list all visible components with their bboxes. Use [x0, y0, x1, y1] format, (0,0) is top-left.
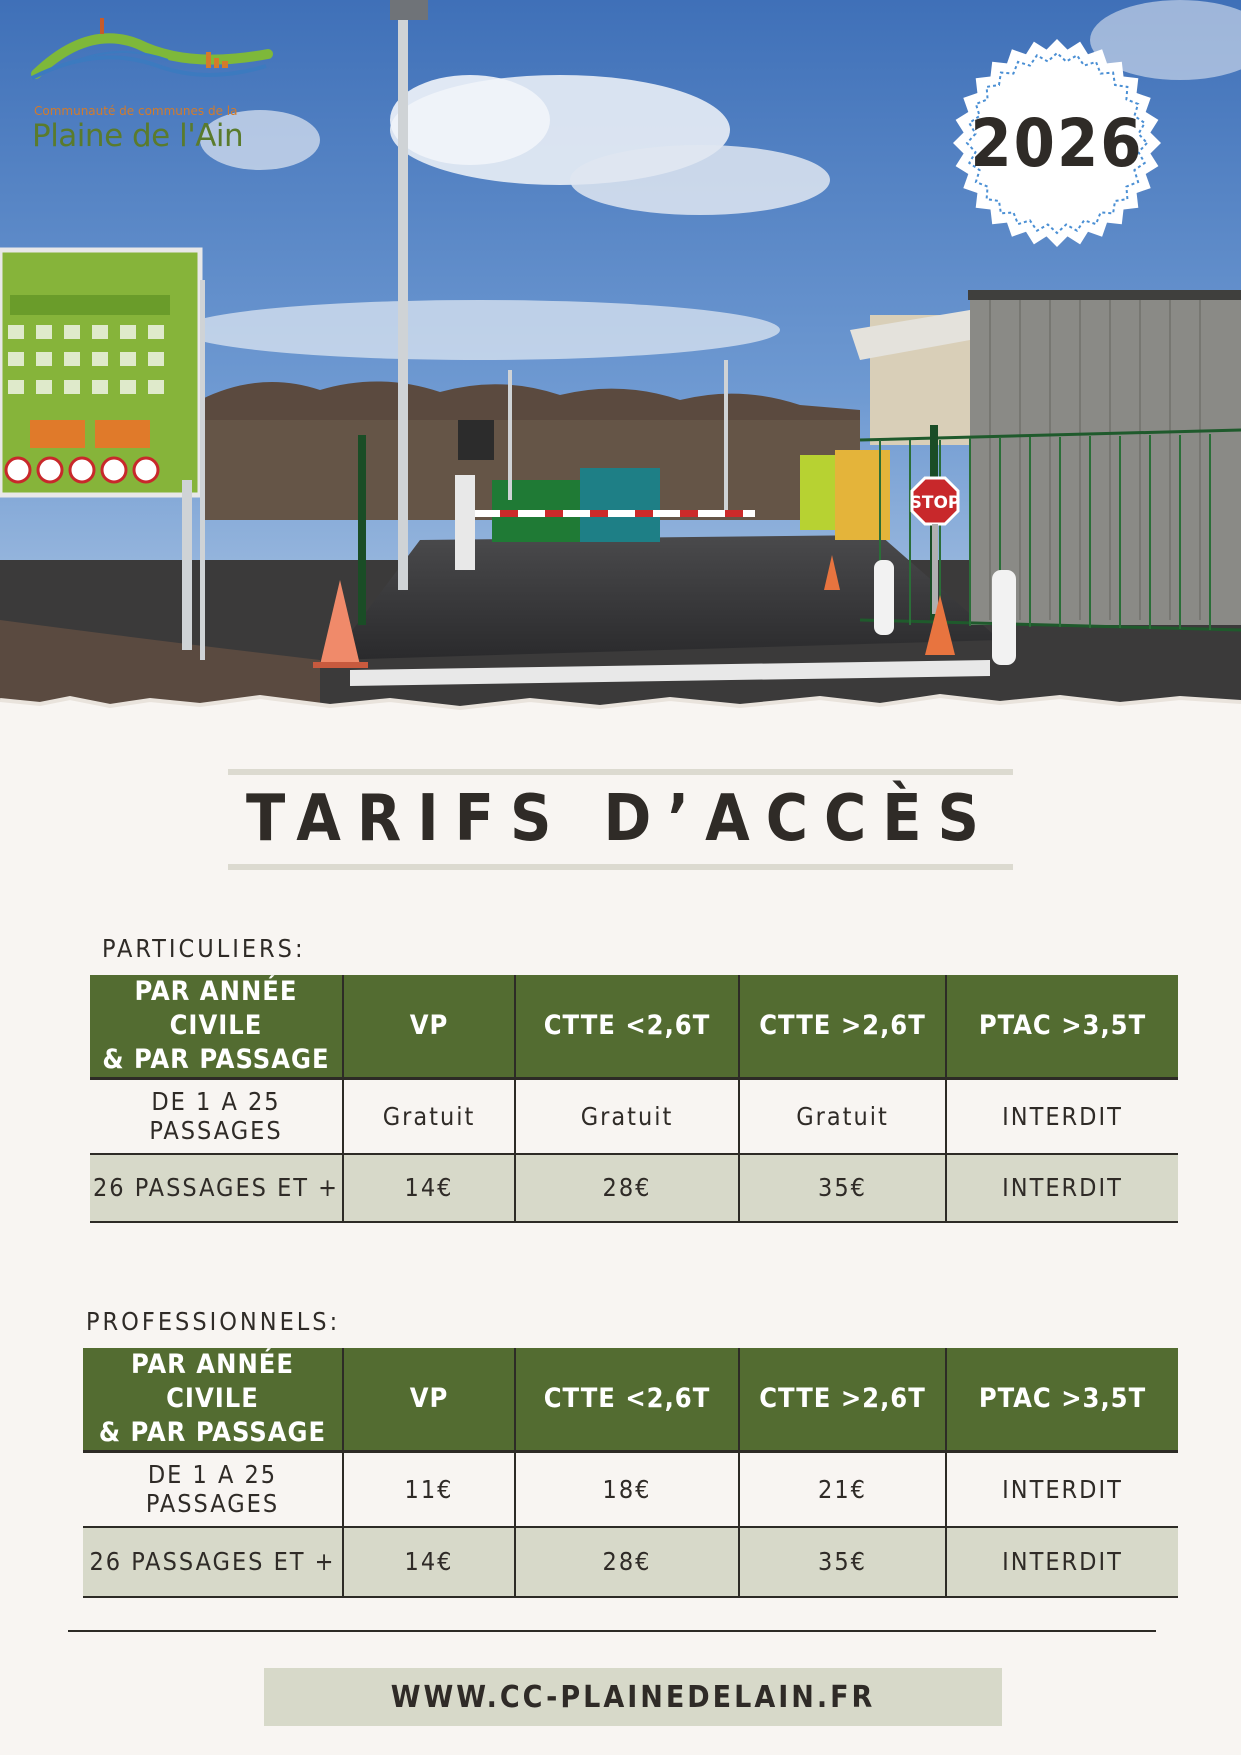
- row-label: 26 PASSAGES ET +: [90, 1154, 343, 1222]
- cell-ptac: INTERDIT: [946, 1154, 1178, 1222]
- year-badge: [950, 36, 1164, 250]
- row-label: DE 1 A 25 PASSAGES: [83, 1452, 343, 1527]
- row-label: DE 1 A 25 PASSAGES: [90, 1079, 343, 1154]
- row-label: 26 PASSAGES ET +: [83, 1527, 343, 1597]
- page-title: TARIFS D’ACCÈS: [245, 782, 996, 856]
- header-ptac: PTAC >3,5T: [946, 1348, 1178, 1452]
- title-rule-top: [228, 769, 1013, 775]
- cell-vp: Gratuit: [343, 1079, 515, 1154]
- header-vp: VP: [343, 975, 515, 1079]
- header-ctte-over: CTTE >2,6T: [739, 975, 946, 1079]
- section-label-professionnels: PROFESSIONNELS:: [86, 1307, 341, 1336]
- tarif-table-professionnels: [83, 1348, 1178, 1598]
- cell-ctte-over: 35€: [739, 1527, 946, 1597]
- cell-ctte-over: 21€: [739, 1452, 946, 1527]
- logo-hills-graphic: [28, 14, 278, 104]
- cell-ctte-under: Gratuit: [515, 1079, 739, 1154]
- header-ctte-over: CTTE >2,6T: [739, 1348, 946, 1452]
- header-ptac: PTAC >3,5T: [946, 975, 1178, 1079]
- cell-vp: 11€: [343, 1452, 515, 1527]
- header-period-line2: & PAR PASSAGE: [98, 1417, 327, 1448]
- title-rule-bottom: [228, 864, 1013, 870]
- cell-ptac: INTERDIT: [946, 1079, 1178, 1154]
- header-period: [90, 975, 343, 1079]
- footer-divider: [68, 1630, 1156, 1632]
- header-period-line1: PAR ANNÉE CIVILE: [131, 1349, 294, 1414]
- table-header-row: [90, 975, 1178, 1079]
- table-header-row: [83, 1348, 1178, 1452]
- cell-ctte-under: 18€: [515, 1452, 739, 1527]
- section-label-particuliers: PARTICULIERS:: [102, 934, 306, 963]
- logo: [28, 14, 278, 159]
- cell-ctte-under: 28€: [515, 1154, 739, 1222]
- cell-ctte-over: Gratuit: [739, 1079, 946, 1154]
- table-row: [83, 1527, 1178, 1597]
- cell-vp: 14€: [343, 1527, 515, 1597]
- header-ctte-under: CTTE <2,6T: [515, 975, 739, 1079]
- year-text: 2026: [970, 104, 1144, 182]
- logo-name: Plaine de l'Ain: [32, 118, 244, 154]
- cell-ptac: INTERDIT: [946, 1527, 1178, 1597]
- cell-ctte-under: 28€: [515, 1527, 739, 1597]
- cell-vp: 14€: [343, 1154, 515, 1222]
- cell-ptac: INTERDIT: [946, 1452, 1178, 1527]
- header-period: [83, 1348, 343, 1452]
- hero-photo: [0, 0, 1241, 720]
- website-link[interactable]: WWW.CC-PLAINEDELAIN.FR: [264, 1668, 1002, 1726]
- cell-ctte-over: 35€: [739, 1154, 946, 1222]
- logo-subtitle: Communauté de communes de la: [34, 104, 238, 118]
- header-ctte-under: CTTE <2,6T: [515, 1348, 739, 1452]
- header-period-line2: & PAR PASSAGE: [102, 1044, 330, 1075]
- header-vp: VP: [343, 1348, 515, 1452]
- header-period-line1: PAR ANNÉE CIVILE: [134, 976, 298, 1041]
- tarif-table-particuliers: [90, 975, 1178, 1223]
- table-row: [83, 1452, 1178, 1527]
- svg-text:STOP: STOP: [909, 493, 961, 513]
- table-row: [90, 1154, 1178, 1222]
- table-row: [90, 1079, 1178, 1154]
